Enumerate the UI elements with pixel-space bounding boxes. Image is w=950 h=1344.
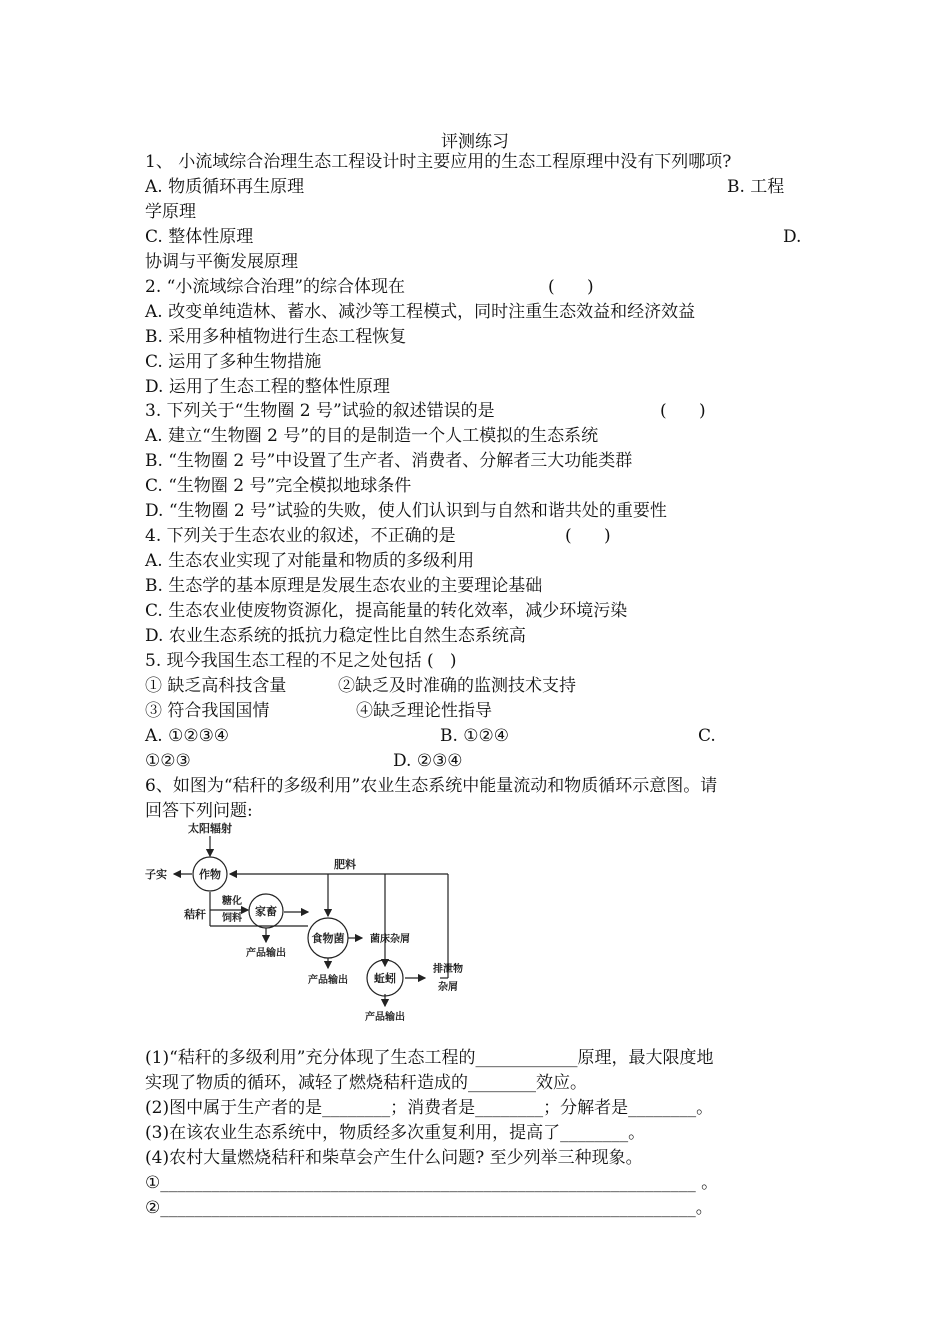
q4-option-c: C. 生态农业使废物资源化，提高能量的转化效率，减少环境污染 [145, 601, 628, 621]
q2-option-a: A. 改变单纯造林、蓄水、减沙等工程模式，同时注重生态效益和经济效益 [145, 302, 696, 322]
q5-item-2: ②缺乏及时准确的监测技术支持 [338, 676, 576, 696]
q1-stem: 1、 小流域综合治理生态工程设计时主要应用的生态工程原理中没有下列哪项? [145, 152, 732, 172]
q2-option-c: C. 运用了多种生物措施 [145, 352, 322, 372]
diagram-label-debris: 杂屑 [438, 982, 458, 993]
q1-option-a: A. 物质循环再生原理 [145, 177, 305, 197]
diagram-label-excreta: 排泄物 [433, 964, 463, 975]
diagram-label-sun: 太阳辐射 [188, 822, 232, 835]
q5-option-c-cont: ①②③ [145, 751, 191, 771]
q1-option-b: B. 工程 [727, 177, 785, 197]
q6-part2: (2)图中属于生产者的是________；消费者是________；分解者是________。 [145, 1098, 714, 1118]
q5-stem: 5. 现今我国生态工程的不足之处包括 ( ) [145, 651, 457, 671]
diagram-label-straw: 秸秆 [184, 908, 206, 921]
q5-option-d: D. ②③④ [393, 751, 463, 771]
diagram-node-livestock: 家畜 [255, 905, 277, 918]
q5-item-4: ④缺乏理论性指导 [356, 701, 492, 721]
q5-option-c: C. [698, 726, 716, 746]
q3-stem: 3. 下列关于“生物圈 2 号”试验的叙述错误的是 [145, 401, 495, 421]
q5-option-a: A. ①②③④ [145, 726, 230, 746]
diagram-label-seed: 子实 [145, 868, 167, 881]
q6-answer-blank-1: ①_______________________________________________________________ 。 [145, 1173, 719, 1193]
q6-stem: 6、如图为“秸秆的多级利用”农业生态系统中能量流动和物质循环示意图。请 [145, 776, 718, 796]
diagram-node-mushroom: 食物菌 [311, 932, 345, 945]
q2-answer-paren: ( ) [548, 277, 594, 297]
q1-option-c: C. 整体性原理 [145, 227, 254, 247]
q6-part1: (1)“秸秆的多级利用”充分体现了生态工程的____________原理，最大限度地 [145, 1048, 714, 1068]
q3-option-a: A. 建立“生物圈 2 号”的目的是制造一个人工模拟的生态系统 [145, 426, 599, 446]
q6-part4: (4)农村大量燃烧秸秆和柴草会产生什么问题? 至少列举三种现象。 [145, 1148, 643, 1168]
q4-option-d: D. 农业生态系统的抵抗力稳定性比自然生态系统高 [145, 626, 526, 646]
q3-option-d: D. “生物圈 2 号”试验的失败，使人们认识到与自然和谐共处的重要性 [145, 501, 667, 521]
q3-option-c: C. “生物圈 2 号”完全模拟地球条件 [145, 476, 412, 496]
q3-option-b: B. “生物圈 2 号”中设置了生产者、消费者、分解者三大功能类群 [145, 451, 633, 471]
diagram-label-feed: 饲料 [222, 913, 242, 924]
diagram-label-fertilizer: 肥料 [334, 858, 356, 871]
diagram-label-output-2: 产品输出 [308, 975, 348, 986]
diagram-node-crop: 作物 [199, 868, 221, 881]
q4-answer-paren: ( ) [565, 526, 611, 546]
diagram-label-output-3: 产品输出 [365, 1012, 405, 1023]
q6-part3: (3)在该农业生态系统中，物质经多次重复利用，提高了________。 [145, 1123, 646, 1143]
q4-stem: 4. 下列关于生态农业的叙述，不正确的是 [145, 526, 456, 546]
page-title: 评测练习 [441, 132, 509, 152]
q6-answer-blank-2: ②_______________________________________________________________。 [145, 1198, 713, 1218]
q5-item-3: ③ 符合我国国情 [145, 701, 270, 721]
q5-item-1: ① 缺乏高科技含量 [145, 676, 287, 696]
q3-answer-paren: ( ) [660, 401, 706, 421]
q2-option-b: B. 采用多种植物进行生态工程恢复 [145, 327, 407, 347]
diagram-label-output-1: 产品输出 [246, 948, 286, 959]
q4-option-b: B. 生态学的基本原理是发展生态农业的主要理论基础 [145, 576, 543, 596]
straw-utilization-diagram [140, 818, 480, 1033]
q6-stem-cont: 回答下列问题: [145, 801, 253, 821]
q2-stem: 2. “小流域综合治理”的综合体现在 [145, 277, 406, 297]
q6-part1-cont: 实现了物质的循环，减轻了燃烧秸秆造成的________效应。 [145, 1073, 587, 1093]
q2-option-d: D. 运用了生态工程的整体性原理 [145, 377, 390, 397]
q5-option-b: B. ①②④ [440, 726, 510, 746]
diagram-label-bed-debris: 菌床杂屑 [370, 934, 410, 945]
diagram-label-saccharify: 糖化 [222, 896, 242, 907]
q1-option-d: D. [783, 227, 802, 247]
q1-option-b-cont: 学原理 [145, 202, 196, 222]
q4-option-a: A. 生态农业实现了对能量和物质的多级利用 [145, 551, 475, 571]
q1-option-d-cont: 协调与平衡发展原理 [145, 252, 298, 272]
diagram-node-earthworm: 蚯蚓 [374, 972, 396, 985]
